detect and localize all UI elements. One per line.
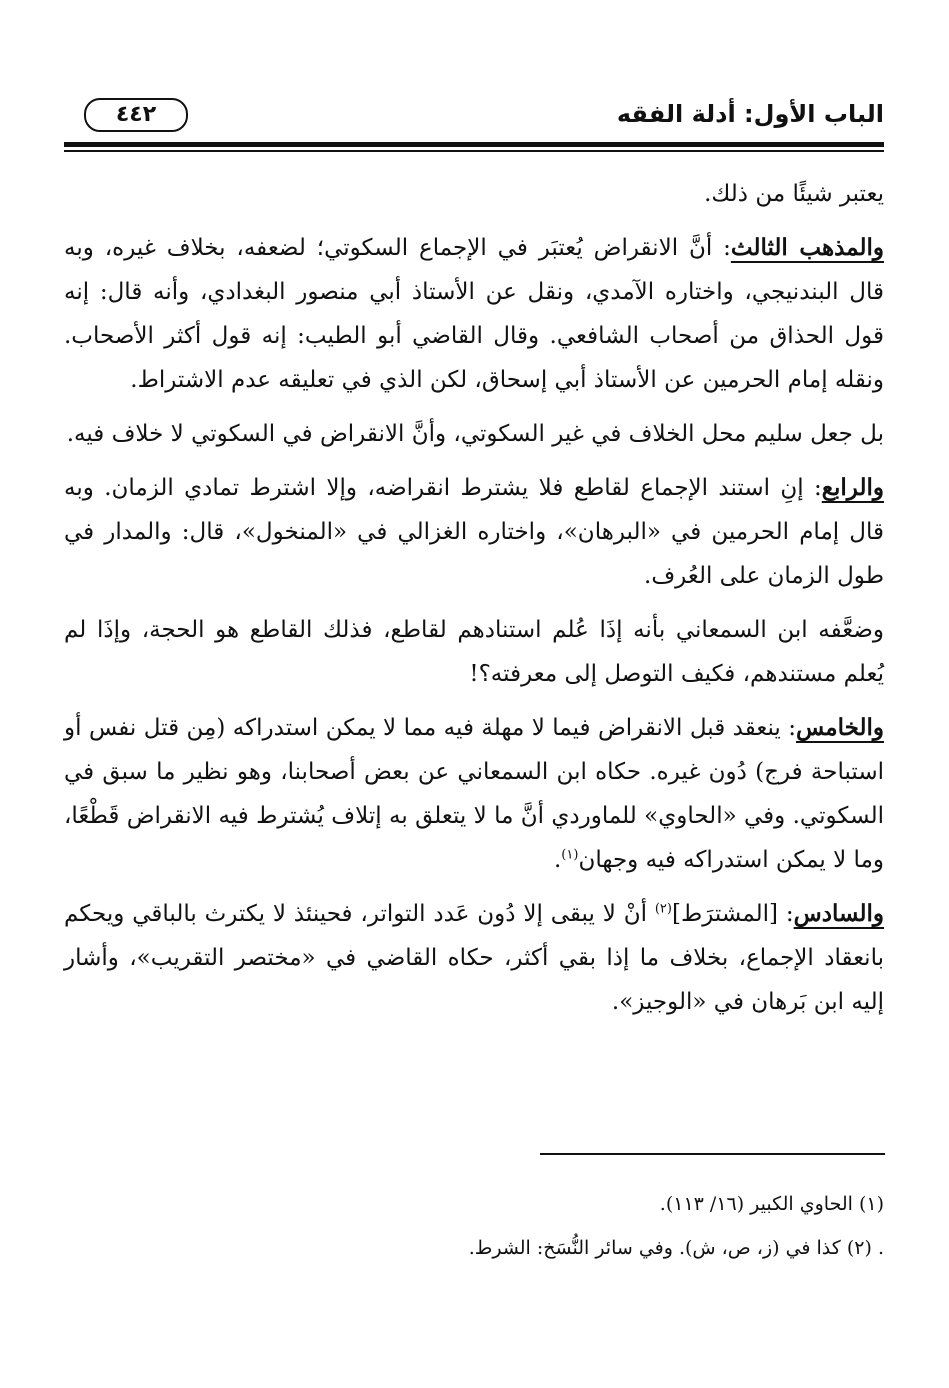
paragraph-3 [64, 412, 884, 456]
paragraph-fourth-school [64, 466, 884, 598]
paragraph-text: : أنَّ الانقراض يُعتبَر في الإجماع السكوتي؛ لضعفه، بخلاف غيره، وبه قال البندنيجي، واختاره الآمدي، ونقل عن الأستاذ أبي منصور البغدادي، وأنه قال: إنه قول الحذاق من أصحاب الشافعي. وقال القاضي أبو الطيب: إنه قول أكثر الأصحاب. ونقله إمام الحرمين عن الأستاذ أبي إسحاق، لكن الذي في تعليقه عدم الاشتراط. [64, 235, 884, 393]
paragraph-text: : إنِ استند الإجماع لقاطع فلا يشترط انقراضه، وإلا اشترط تمادي الزمان. وبه قال إمام الحرمين في «البرهان»، واختاره الغزالي في «المنخول»، قال: والمدار في طول الزمان على العُرف. [64, 475, 884, 589]
paragraph-tail: . [553, 847, 562, 873]
paragraph-third-school [64, 226, 884, 402]
paragraph-text: يعتبر شيئًا من ذلك. [704, 181, 884, 207]
footnotes [64, 1182, 884, 1270]
paragraph-lead: والخامس [795, 714, 884, 741]
header-rule-thin [64, 150, 884, 152]
paragraph-text: : [المشترَط] [671, 901, 794, 927]
chapter-title: الباب الأول: أدلة الفقه [616, 100, 884, 128]
paragraph-fifth-school [64, 706, 884, 882]
header-rule-thick [64, 142, 884, 147]
footnote-2: . (٢) كذا في (ز، ص، ش). وفي سائر النُّسَخ: الشرط. [468, 1237, 884, 1259]
footnote-ref-2[interactable]: (٢) [654, 901, 672, 917]
page-number: ٤٤٢ [84, 98, 188, 132]
paragraph-text: وضعَّفه ابن السمعاني بأنه إذَا عُلم استنادهم لقاطع، فذلك القاطع هو الحجة، وإذَا لم يُعلم مستندهم، فكيف التوصل إلى معرفته؟! [64, 617, 884, 687]
paragraph-lead: والسادس [793, 900, 884, 927]
paragraph-lead: والرابع [821, 474, 884, 501]
running-header [64, 96, 884, 140]
footnote-1: (١) الحاوي الكبير (١٦/ ١١٣). [659, 1193, 884, 1215]
footnote-separator [540, 1153, 885, 1155]
body-text [64, 172, 884, 1034]
paragraph-5 [64, 608, 884, 696]
footnote-ref-1[interactable]: (١) [561, 847, 579, 863]
paragraph-lead: والمذهب الثالث [730, 234, 884, 261]
paragraph-1 [64, 172, 884, 216]
paragraph-tail: أنْ لا يبقى إلا دُون عَدد التواتر، فحينئذ لا يكترث بالباقي ويحكم بانعقاد الإجماع، بخلاف ما إذا بقي أكثر، حكاه القاضي في «مختصر التقريب»، وأشار إليه ابن بَرهان في «الوجيز». [64, 901, 884, 1015]
paragraph-text: : ينعقد قبل الانقراض فيما لا مهلة فيه مما لا يمكن استدراكه (مِن قتل نفس أو استباحة فرج) دُون غيره. حكاه ابن السمعاني عن بعض أصحابنا، وهو نظير ما سبق في السكوتي. وفي «الحاوي» للماوردي أنَّ ما لا يتعلق به إتلاف يُشترط فيه الانقراض قَطْعًا، وما لا يمكن استدراكه فيه وجهان [64, 715, 884, 873]
paragraph-sixth-school [64, 892, 884, 1024]
paragraph-text: بل جعل سليم محل الخلاف في غير السكوتي، وأنَّ الانقراض في السكوتي لا خلاف فيه. [66, 421, 884, 447]
